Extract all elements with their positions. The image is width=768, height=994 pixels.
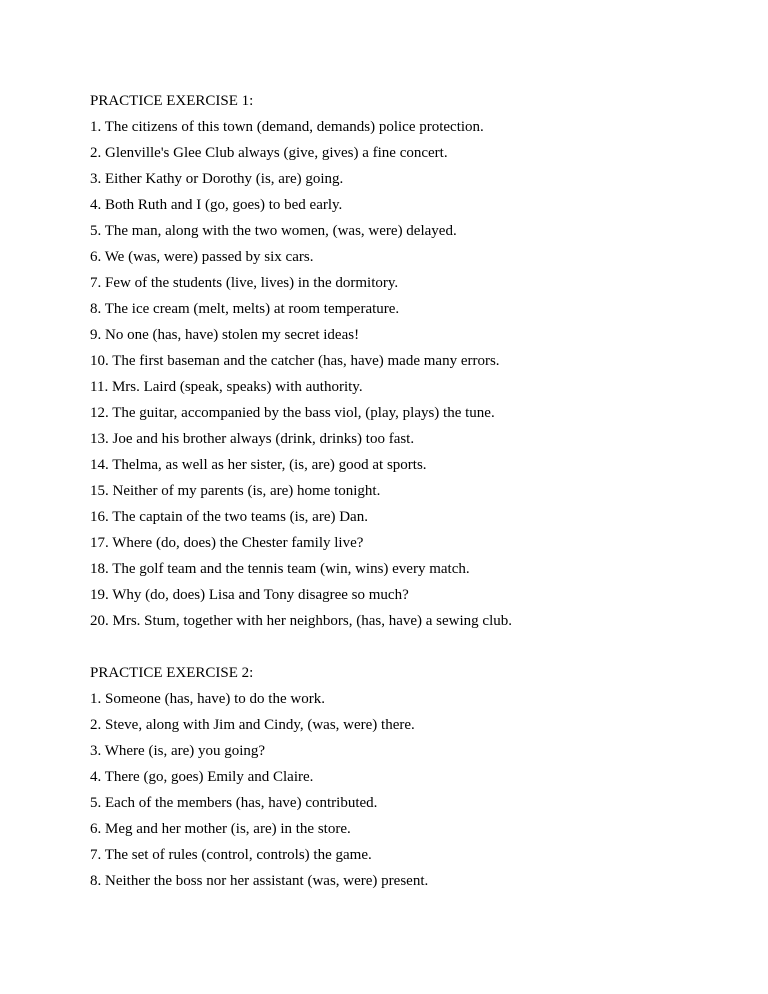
exercise-1-item: 9. No one (has, have) stolen my secret ideas!: [90, 327, 360, 343]
exercise-1-item: 7. Few of the students (live, lives) in the dormitory.: [90, 275, 399, 291]
exercise-1-section: [90, 88, 730, 634]
exercise-2-title: PRACTICE EXERCISE 2:: [90, 665, 254, 681]
exercise-1-item: 5. The man, along with the two women, (was, were) delayed.: [90, 223, 457, 239]
exercise-1-item: 2. Glenville's Glee Club always (give, gives) a fine concert.: [90, 145, 448, 161]
exercise-2-item: 4. There (go, goes) Emily and Claire.: [90, 769, 314, 785]
exercise-2-item: 3. Where (is, are) you going?: [90, 743, 266, 759]
exercise-1-item: 3. Either Kathy or Dorothy (is, are) going.: [90, 171, 344, 187]
exercise-2-item: 2. Steve, along with Jim and Cindy, (was, were) there.: [90, 717, 415, 733]
exercise-2-item: 8. Neither the boss nor her assistant (was, were) present.: [90, 873, 429, 889]
exercise-1-item: 6. We (was, were) passed by six cars.: [90, 249, 314, 265]
exercise-1-item: 12. The guitar, accompanied by the bass viol, (play, plays) the tune.: [90, 405, 495, 421]
exercise-1-title: PRACTICE EXERCISE 1:: [90, 93, 254, 109]
exercise-1-item: 14. Thelma, as well as her sister, (is, are) good at sports.: [90, 457, 427, 473]
exercise-1-item: 20. Mrs. Stum, together with her neighbors, (has, have) a sewing club.: [90, 613, 512, 629]
exercise-1-item: 18. The golf team and the tennis team (win, wins) every match.: [90, 561, 470, 577]
exercise-2-item: 5. Each of the members (has, have) contributed.: [90, 795, 378, 811]
exercise-1-item: 19. Why (do, does) Lisa and Tony disagree so much?: [90, 587, 409, 603]
exercise-2-section: [90, 660, 730, 894]
section-spacer: [90, 634, 730, 660]
exercise-1-item: 15. Neither of my parents (is, are) home tonight.: [90, 483, 381, 499]
exercise-1-item: 8. The ice cream (melt, melts) at room temperature.: [90, 301, 400, 317]
exercise-2-item: 1. Someone (has, have) to do the work.: [90, 691, 325, 707]
exercise-1-item: 13. Joe and his brother always (drink, drinks) too fast.: [90, 431, 415, 447]
exercise-1-item: 17. Where (do, does) the Chester family live?: [90, 535, 364, 551]
exercise-1-item: 1. The citizens of this town (demand, demands) police protection.: [90, 119, 484, 135]
exercise-1-item: 4. Both Ruth and I (go, goes) to bed early.: [90, 197, 343, 213]
exercise-1-item: 11. Mrs. Laird (speak, speaks) with authority.: [90, 379, 363, 395]
document-page: [90, 88, 730, 894]
exercise-1-item: 16. The captain of the two teams (is, are) Dan.: [90, 509, 368, 525]
exercise-1-item: 10. The first baseman and the catcher (has, have) made many errors.: [90, 353, 500, 369]
exercise-2-list: [90, 686, 730, 894]
exercise-2-item: 7. The set of rules (control, controls) the game.: [90, 847, 372, 863]
exercise-2-item: 6. Meg and her mother (is, are) in the store.: [90, 821, 351, 837]
exercise-1-list: [90, 114, 730, 634]
